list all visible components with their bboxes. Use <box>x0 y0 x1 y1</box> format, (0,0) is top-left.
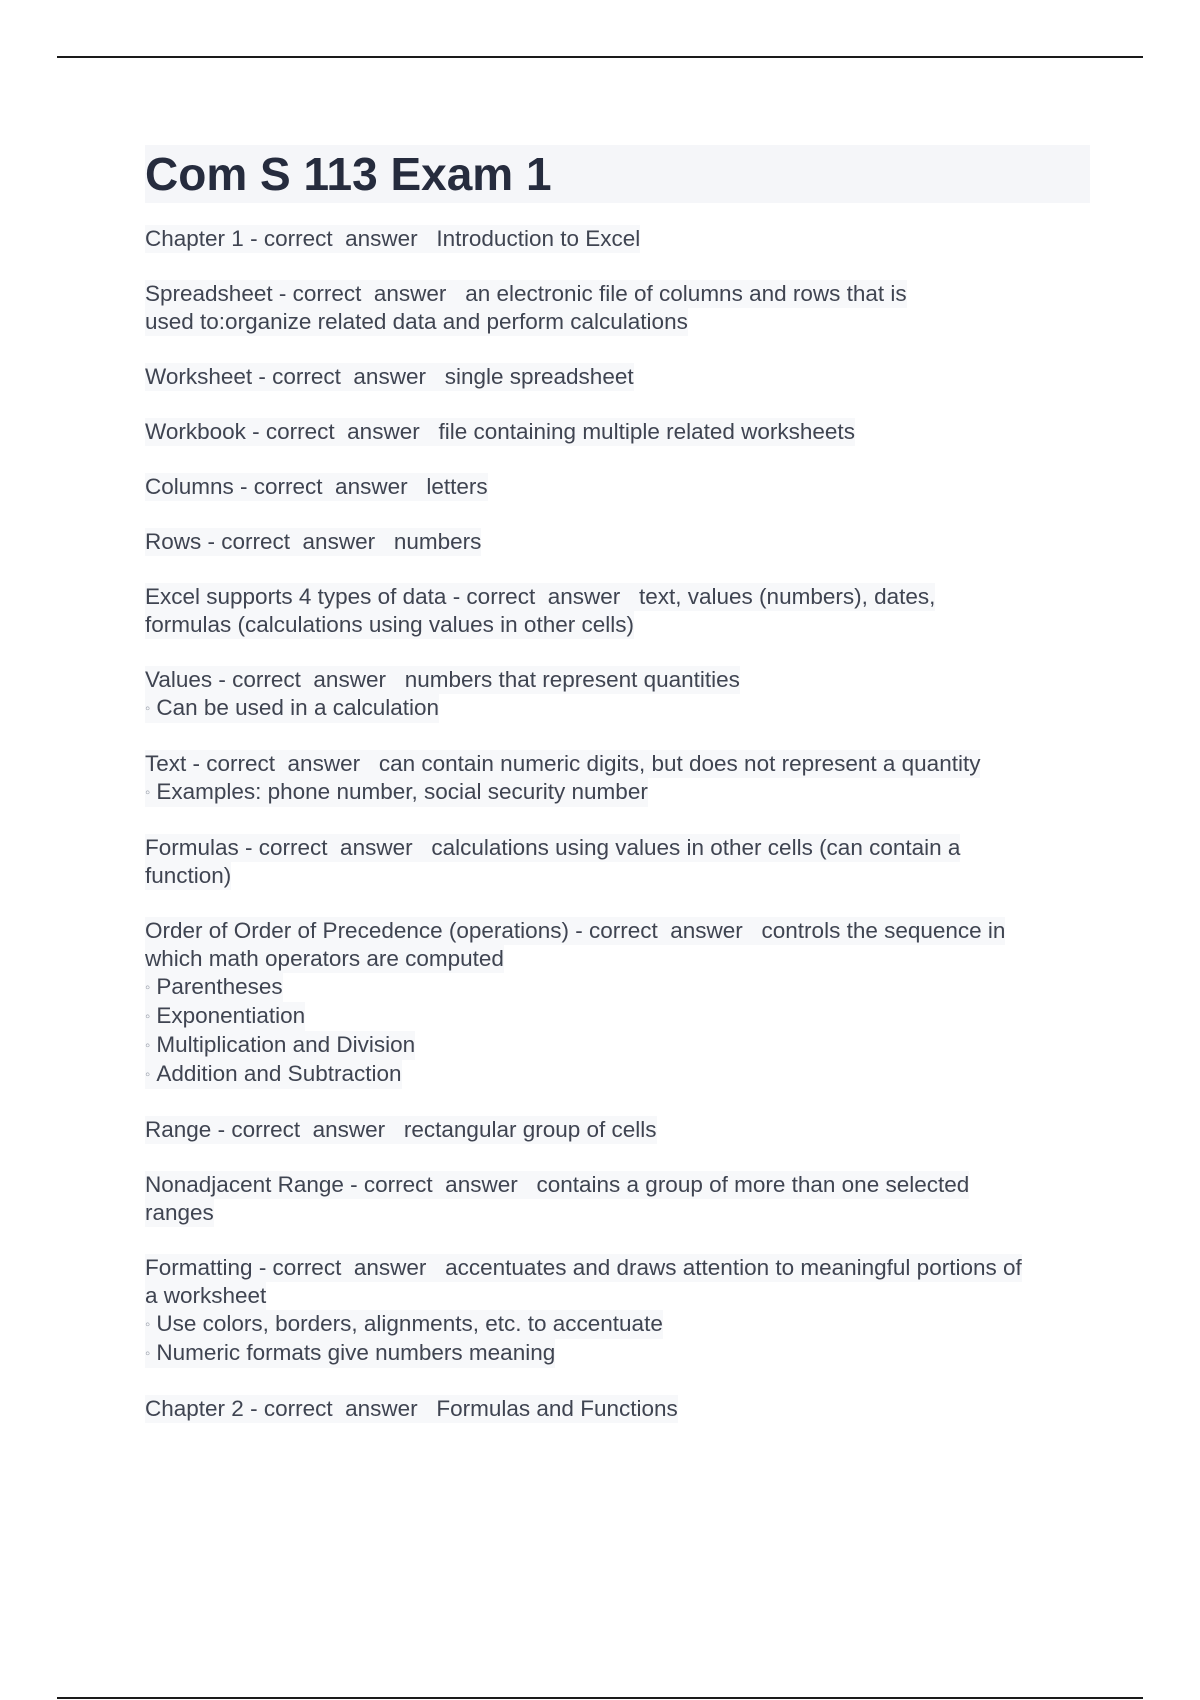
entry-first-line <box>145 280 907 308</box>
entry-answer: can contain numeric digits, but does not represent a quantity <box>378 751 981 776</box>
bullet-circle-icon: ◦ <box>145 784 151 801</box>
entry-answer: file containing multiple related worksheets <box>438 419 855 444</box>
entry-term: Nonadjacent Range <box>145 1172 344 1197</box>
flashcard-entry <box>145 750 1090 807</box>
bullet-item <box>145 1031 1090 1060</box>
bullet-line <box>145 694 439 723</box>
entry-first-line <box>145 363 634 391</box>
entry-term: Chapter 2 <box>145 1396 244 1421</box>
flashcard-entry <box>145 473 1090 501</box>
bullet-list <box>145 973 1090 1089</box>
entry-term: Range <box>145 1117 212 1142</box>
entry-answer: Introduction to Excel <box>436 226 641 251</box>
bullet-text: Use colors, borders, alignments, etc. to accentuate <box>156 1311 663 1336</box>
bullet-line <box>145 1002 305 1031</box>
flashcard-entry <box>145 280 1090 336</box>
bullet-circle-icon: ◦ <box>145 1345 151 1362</box>
entry-separator: - correct answer <box>278 281 447 306</box>
bullet-circle-icon: ◦ <box>145 1008 151 1025</box>
entry-separator: - correct answer <box>452 584 621 609</box>
entry-first-line <box>145 418 855 446</box>
entry-separator: - correct answer <box>258 1255 427 1280</box>
entry-answer-continued: used to:organize related data and perform calculations <box>145 309 688 334</box>
flashcard-entry <box>145 666 1090 723</box>
entry-first-line <box>145 917 1005 945</box>
entry-answer: numbers that represent quantities <box>404 667 740 692</box>
entry-answer: contains a group of more than one selected <box>536 1172 970 1197</box>
entry-first-line <box>145 1116 657 1144</box>
page-title: Com S 113 Exam 1 <box>145 145 1090 203</box>
bullet-item <box>145 1060 1090 1089</box>
entry-term: Workbook <box>145 419 246 444</box>
bullet-line <box>145 1031 415 1060</box>
entry-answer: accentuates and draws attention to meaningful portions of <box>445 1255 1022 1280</box>
entry-term: Formatting <box>145 1255 253 1280</box>
flashcard-entry <box>145 363 1090 391</box>
entry-answer: Formulas and Functions <box>436 1396 678 1421</box>
entry-answer-continued: formulas (calculations using values in other cells) <box>145 612 634 637</box>
bullet-list <box>145 694 1090 723</box>
entry-separator: - correct answer <box>245 835 413 860</box>
bullet-circle-icon: ◦ <box>145 700 151 717</box>
entry-separator: - correct answer <box>252 419 420 444</box>
entry-first-line <box>145 1254 1022 1282</box>
flashcard-entry <box>145 418 1090 446</box>
bullet-line <box>145 778 648 807</box>
entry-answer: numbers <box>393 529 482 554</box>
bullet-text: Addition and Subtraction <box>156 1061 402 1086</box>
entry-first-line <box>145 225 640 253</box>
bullet-item <box>145 973 1090 1002</box>
entry-separator: - correct answer <box>258 364 426 389</box>
flashcard-entry <box>145 834 1090 890</box>
entry-term: Order of Order of Precedence (operations) <box>145 918 569 943</box>
entry-answer: letters <box>426 474 488 499</box>
bullet-circle-icon: ◦ <box>145 1316 151 1333</box>
entry-separator: - correct answer <box>217 1117 386 1142</box>
bullet-item <box>145 694 1090 723</box>
entry-term: Chapter 1 <box>145 226 244 251</box>
entry-term: Columns <box>145 474 234 499</box>
entry-first-line <box>145 528 481 556</box>
entry-first-line <box>145 750 980 778</box>
entry-first-line <box>145 834 960 862</box>
entry-first-line <box>145 583 935 611</box>
entry-separator: - correct answer <box>218 667 386 692</box>
bullet-circle-icon: ◦ <box>145 1066 151 1083</box>
entry-term: Excel supports 4 types of data <box>145 584 447 609</box>
flashcard-entry <box>145 1395 1090 1423</box>
entry-answer-continued: ranges <box>145 1200 214 1225</box>
entry-separator: - correct answer <box>575 918 743 943</box>
entry-answer-continued: function) <box>145 863 232 888</box>
bullet-list <box>145 778 1090 807</box>
bullet-item <box>145 1002 1090 1031</box>
flashcard-entry <box>145 1254 1090 1368</box>
entry-list <box>145 225 1090 1423</box>
bullet-line <box>145 1060 402 1089</box>
bullet-text: Can be used in a calculation <box>156 695 440 720</box>
entry-first-line <box>145 473 488 501</box>
flashcard-entry <box>145 1171 1090 1227</box>
flashcard-entry <box>145 583 1090 639</box>
entry-first-line <box>145 666 740 694</box>
entry-first-line <box>145 1171 969 1199</box>
entry-separator: - correct answer <box>350 1172 518 1197</box>
bullet-item <box>145 778 1090 807</box>
entry-term: Formulas <box>145 835 239 860</box>
bullet-line <box>145 1339 555 1368</box>
flashcard-entry <box>145 528 1090 556</box>
top-rule <box>57 56 1143 58</box>
entry-answer-continued: which math operators are computed <box>145 946 504 971</box>
entry-term: Text <box>145 751 187 776</box>
document-body <box>145 145 1090 1450</box>
bullet-text: Exponentiation <box>156 1003 306 1028</box>
flashcard-entry <box>145 1116 1090 1144</box>
entry-answer: an electronic file of columns and rows that is <box>465 281 907 306</box>
flashcard-entry <box>145 225 1090 253</box>
bullet-line <box>145 1310 663 1339</box>
entry-answer: controls the sequence in <box>761 918 1006 943</box>
entry-answer: rectangular group of cells <box>403 1117 657 1142</box>
entry-term: Rows <box>145 529 202 554</box>
bullet-text: Numeric formats give numbers meaning <box>156 1340 556 1365</box>
entry-separator: - correct answer <box>240 474 408 499</box>
entry-answer: single spreadsheet <box>444 364 634 389</box>
entry-separator: - correct answer <box>250 226 418 251</box>
entry-term: Worksheet <box>145 364 253 389</box>
entry-answer: calculations using values in other cells (can contain a <box>431 835 961 860</box>
entry-answer: text, values (numbers), dates, <box>639 584 936 609</box>
bullet-circle-icon: ◦ <box>145 1037 151 1054</box>
entry-term: Values <box>145 667 213 692</box>
bullet-text: Parentheses <box>156 974 283 999</box>
bullet-item <box>145 1310 1090 1339</box>
entry-separator: - correct answer <box>192 751 361 776</box>
bullet-text: Multiplication and Division <box>156 1032 416 1057</box>
entry-separator: - correct answer <box>250 1396 418 1421</box>
bullet-text: Examples: phone number, social security number <box>156 779 648 804</box>
entry-separator: - correct answer <box>207 529 376 554</box>
flashcard-entry <box>145 917 1090 1089</box>
bullet-line <box>145 973 283 1002</box>
entry-term: Spreadsheet <box>145 281 273 306</box>
bottom-rule <box>57 1697 1143 1699</box>
entry-answer-continued: a worksheet <box>145 1283 267 1308</box>
bullet-circle-icon: ◦ <box>145 979 151 996</box>
entry-first-line <box>145 1395 678 1423</box>
bullet-item <box>145 1339 1090 1368</box>
bullet-list <box>145 1310 1090 1368</box>
